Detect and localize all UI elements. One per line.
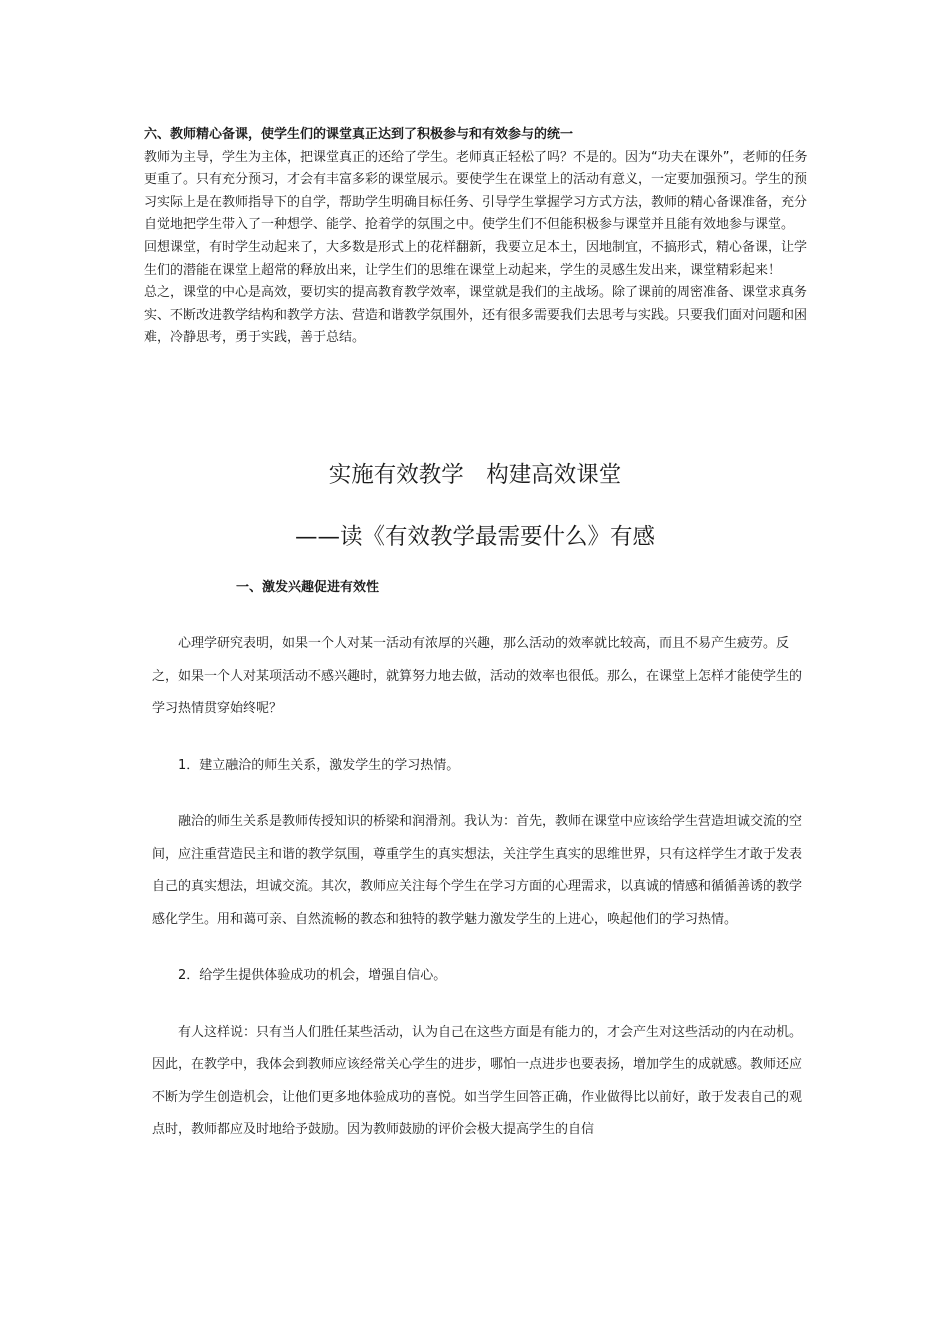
point-1-paragraph: 融洽的师生关系是教师传授知识的桥梁和润滑剂。我认为：首先，教师在课堂中应该给学生营造坦诚交流的空间，应注重营造民主和谐的教学氛围，尊重学生的真实想法，关注学生真实的思维世界，只有这样学生才敢于发表自己的真实想法，坦诚交流。其次，教师应关注每个学生在学习方面的心理需求，以真诚的情感和循循善诱的教学感化学生。用和蔼可亲、自然流畅的教态和独特的教学魅力激发学生的上进心，唤起他们的学习热情。: [152, 814, 803, 927]
point-2-heading: 2．给学生提供体验成功的机会，增强自信心。: [178, 968, 447, 983]
section-six-paragraph: 教师为主导，学生为主体，把课堂真正的还给了学生。老师真正轻松了吗？不是的。因为“功夫在课外”，老师的任务更重了。只有充分预习，才会有丰富多彩的课堂展示。要使学生在课堂上的活动有意义，一定要加强预习。学生的预习实际上是在教师指导下的自学，帮助学生明确目标任务、引导学生掌握学习方式方法，教师的精心备课准备，充分自觉地把学生带入了一种想学、能学、抢着学的氛围之中。使学生们不但能积极参与课堂并且能有效地参与课堂。: [144, 149, 808, 233]
article-body: [152, 628, 808, 1147]
section-six-paragraph: 总之，课堂的中心是高效，要切实的提高教育教学效率，课堂就是我们的主战场。除了课前的周密准备、课堂求真务实、不断改进教学结构和教学方法、营造和谐教学氛围外，还有很多需要我们去思考与实践。只要我们面对问题和困难，冷静思考，勇于实践，善于总结。: [144, 285, 808, 346]
article-subtitle: ——读《有效教学最需要什么》有感: [294, 524, 655, 550]
section-six: [144, 124, 812, 350]
point-2-paragraph: 有人这样说：只有当人们胜任某些活动，认为自己在这些方面是有能力的，才会产生对这些活动的内在动机。因此，在教学中，我体会到教师应该经常关心学生的进步，哪怕一点进步也要表扬，增加学生的成就感。教师还应不断为学生创造机会，让他们更多地体验成功的喜悦。如当学生回答正确，作业做得比以前好，敢于发表自己的观点时，教师都应及时地给予鼓励。因为教师鼓励的评价会极大提高学生的自信: [152, 1024, 803, 1137]
spacer: [152, 782, 808, 806]
section-six-heading: 六、教师精心备课，使学生们的课堂真正达到了积极参与和有效参与的统一: [144, 127, 574, 142]
article-title: 实施有效教学 构建高效课堂: [328, 462, 622, 488]
intro-paragraph: 心理学研究表明，如果一个人对某一活动有浓厚的兴趣，那么活动的效率就比较高，而且不易产生疲劳。反之，如果一个人对某项活动不感兴趣时，就算努力地去做，活动的效率也很低。那么，在课堂上怎样才能使学生的学习热情贯穿始终呢？: [152, 636, 803, 716]
section-six-paragraph: 回想课堂，有时学生动起来了，大多数是形式上的花样翻新，我要立足本土，因地制宜，不搞形式，精心备课，让学生们的潜能在课堂上超常的释放出来，让学生们的思维在课堂上动起来，学生的灵感生发出来，课堂精彩起来！: [144, 239, 808, 278]
spacer: [152, 726, 808, 750]
point-1-heading: 1．建立融洽的师生关系，激发学生的学习热情。: [178, 757, 460, 773]
section-one-heading: 一、激发兴趣促进有效性: [236, 580, 380, 595]
spacer: [152, 936, 808, 960]
spacer: [152, 993, 808, 1017]
